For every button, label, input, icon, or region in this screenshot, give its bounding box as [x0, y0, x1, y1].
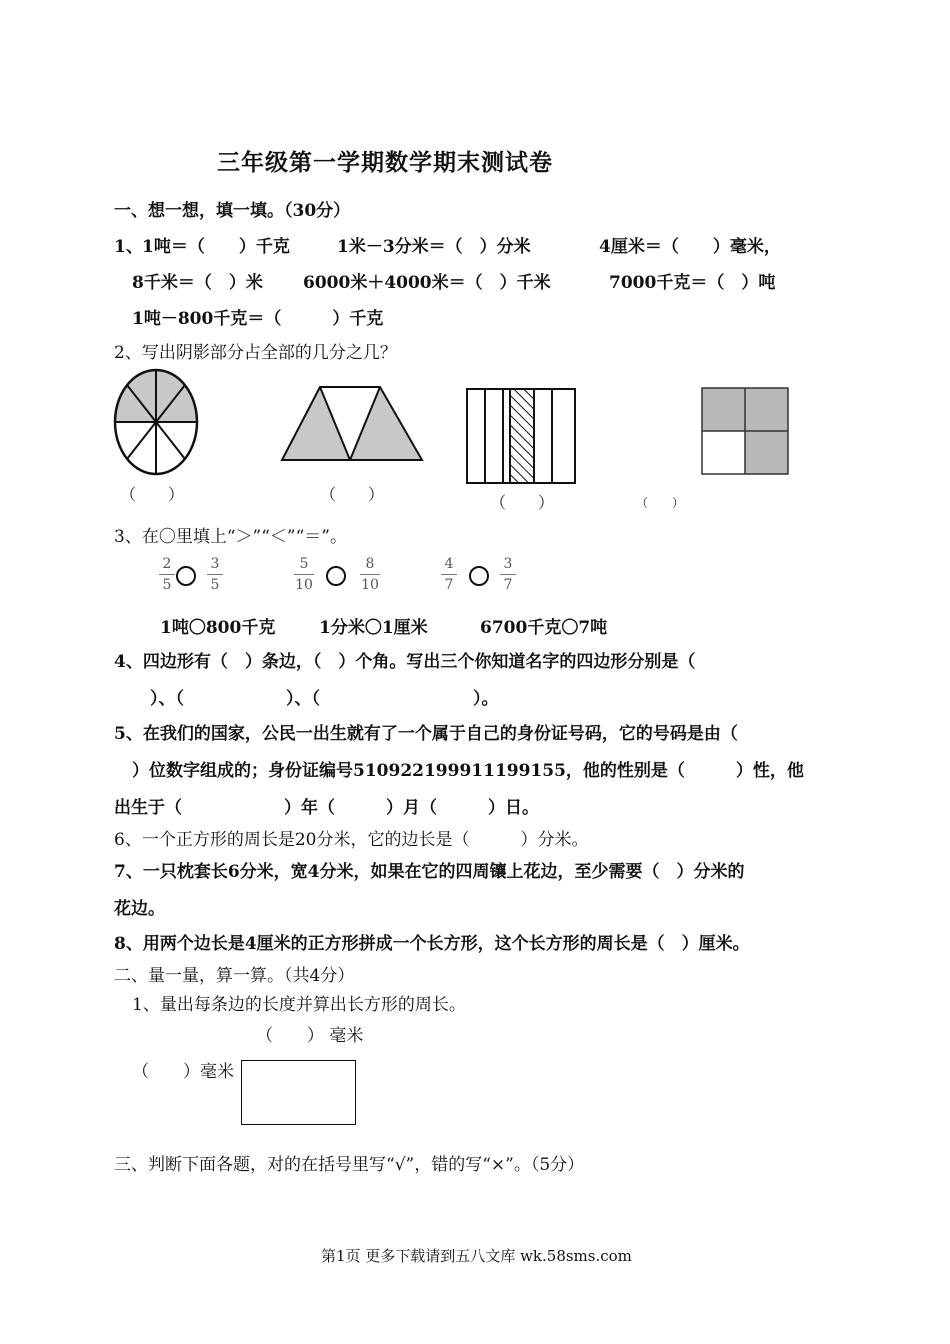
rect-left-label: （ ）毫米 [132, 1062, 234, 1082]
page-footer: 第1页 更多下载请到五八文库 wk.58sms.com [321, 1247, 632, 1265]
fig3-answer-paren: （ ） [490, 493, 555, 512]
section2-q1: 1、量出每条边的长度并算出长方形的周长。 [132, 995, 466, 1015]
q6: 6、一个正方形的周长是20分米，它的边长是（ ）分米。 [114, 830, 589, 850]
fraction: 2 5 [156, 555, 178, 594]
q7-line1: 7、一只枕套长6分米，宽4分米，如果在它的四周镶上花边，至少需要（ ）分米的 [114, 862, 745, 882]
fraction: 3 7 [497, 555, 519, 594]
rect-top-label: （ ） 毫米 [256, 1026, 364, 1046]
square-figure [702, 388, 788, 474]
q2-text: 2、写出阴影部分占全部的几分之几？ [114, 343, 397, 363]
fraction: 5 10 [295, 556, 313, 593]
fraction: 8 10 [361, 556, 379, 593]
q1-e: 6000米＋4000米＝（ ）千米 [303, 273, 551, 293]
q3-c: 6700千克〇7吨 [480, 618, 608, 638]
page-title: 三年级第一学期数学期末测试卷 [217, 149, 553, 176]
section1-heading: 一、想一想，填一填。（30分） [114, 201, 351, 221]
q3-text: 3、在〇里填上“＞”“＜”“＝”。 [114, 527, 347, 547]
q5-line2: ）位数字组成的；身份证编号510922199911199155，他的性别是（ ）性，他 [132, 761, 804, 781]
q8: 8、用两个边长是4厘米的正方形拼成一个长方形，这个长方形的周长是（ ）厘米。 [114, 934, 750, 954]
figures-svg [100, 362, 820, 512]
q1-g: 1吨－800千克＝（ ）千克 [132, 309, 384, 329]
triangle-figure [282, 387, 422, 460]
q1-label: 1、 [114, 237, 143, 257]
compare-circle[interactable] [176, 566, 196, 586]
q3-b: 1分米〇1厘米 [319, 618, 428, 638]
q1-a: 1吨＝（ ）千克 [142, 237, 290, 257]
q1-b: 1米－3分米＝（ ）分米 [337, 237, 531, 257]
q5-line1: 5、在我们的国家，公民一出生就有了一个属于自己的身份证号码，它的号码是由（ [114, 724, 738, 744]
q1-f: 7000千克＝（ ）吨 [609, 273, 776, 293]
q3-a: 1吨〇800千克 [160, 618, 276, 638]
fig1-answer-paren: （ ） [120, 485, 185, 504]
section2-heading: 二、量一量，算一算。（共4分） [114, 966, 355, 986]
measure-rectangle [241, 1060, 356, 1125]
circle-figure [115, 370, 197, 474]
fraction: 3 5 [204, 555, 226, 594]
compare-circle[interactable] [469, 566, 489, 586]
q1-d: 8千米＝（ ）米 [132, 273, 263, 293]
section3-heading: 三、判断下面各题，对的在括号里写“√”，错的写“×”。（5分） [114, 1155, 585, 1175]
strips-figure [467, 389, 575, 483]
q7-line2: 花边。 [114, 899, 165, 919]
q4-line2: ）、（ ）、（ ）。 [150, 689, 499, 709]
fraction: 4 7 [438, 555, 460, 594]
q1-c: 4厘米＝（ ）毫米， [599, 237, 781, 257]
fig2-answer-paren: （ ） [320, 485, 385, 504]
q5-line3: 出生于（ ）年（ ）月（ ）日。 [114, 798, 539, 818]
q4-line1: 4、四边形有（ ）条边，（ ）个角。写出三个你知道名字的四边形分别是（ [114, 652, 696, 672]
fig4-answer-paren: （ ） [636, 496, 685, 510]
compare-circle[interactable] [326, 566, 346, 586]
